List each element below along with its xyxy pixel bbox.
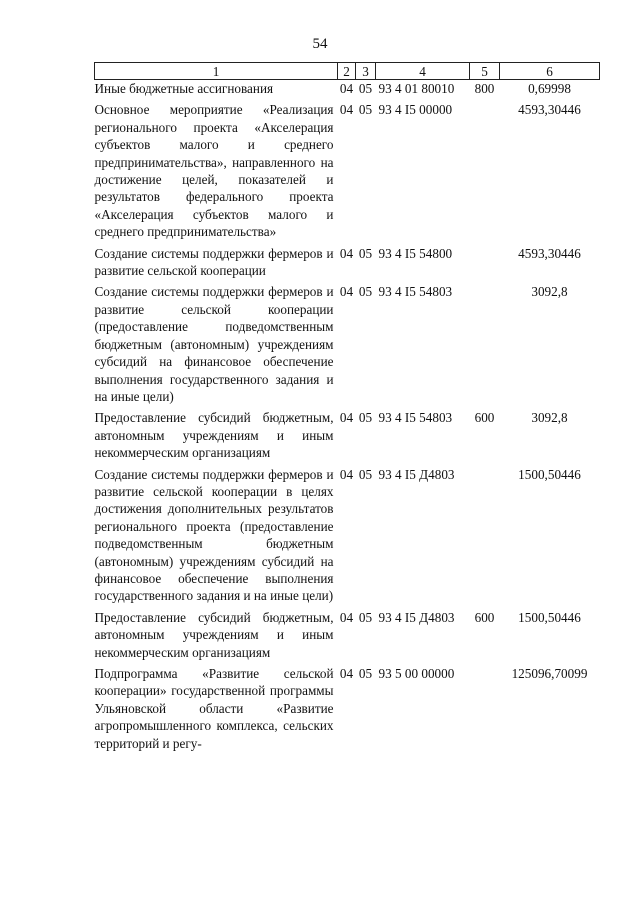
amount: 3092,8 bbox=[531, 410, 568, 426]
target-article-code: 93 4 I5 Д4803 bbox=[378, 466, 455, 482]
table-row bbox=[95, 80, 600, 102]
subsection-code: 05 bbox=[358, 245, 373, 261]
section-code: 04 bbox=[339, 666, 354, 681]
item-name: Подпрограмма «Развитие сельской кооперации» государственной программы Ульяновской области «Развитие агропромышленного комплекса, сельских территорий и регу- bbox=[94, 666, 334, 751]
amount: 1500,50446 bbox=[518, 466, 581, 482]
item-name: Создание системы поддержки фермеров и развитие сельской кооперации bbox=[94, 245, 334, 279]
header-col-2: 2 bbox=[338, 63, 356, 80]
table-row bbox=[95, 101, 600, 244]
expense-type-code bbox=[470, 466, 500, 609]
table-row bbox=[95, 245, 600, 284]
subsection-code: 05 bbox=[358, 284, 373, 300]
header-col-5: 5 bbox=[470, 63, 500, 80]
expense-type-code: 800 bbox=[474, 81, 495, 96]
subsection-code: 05 bbox=[358, 609, 373, 625]
subsection-code: 05 bbox=[358, 102, 373, 118]
table-row bbox=[95, 283, 600, 409]
expense-type-code bbox=[470, 665, 500, 752]
target-article-code: 93 4 I5 00000 bbox=[378, 102, 453, 118]
header-col-1: 1 bbox=[95, 63, 338, 80]
budget-table bbox=[94, 62, 600, 752]
item-name: Иные бюджетные ассигнования bbox=[94, 81, 274, 96]
amount: 4593,30446 bbox=[518, 102, 581, 118]
section-code: 04 bbox=[339, 81, 354, 96]
expense-type-code bbox=[470, 283, 500, 409]
header-col-4: 4 bbox=[376, 63, 470, 80]
table-row bbox=[95, 609, 600, 665]
subsection-code: 05 bbox=[358, 466, 373, 482]
target-article-code: 93 5 00 00000 bbox=[378, 666, 455, 681]
target-article-code: 93 4 I5 54800 bbox=[378, 245, 453, 261]
target-article-code: 93 4 I5 54803 bbox=[378, 410, 453, 426]
amount: 3092,8 bbox=[531, 284, 568, 300]
section-code: 04 bbox=[339, 466, 354, 482]
header-col-6: 6 bbox=[500, 63, 600, 80]
table-row bbox=[95, 665, 600, 752]
section-code: 04 bbox=[339, 410, 354, 426]
section-code: 04 bbox=[339, 245, 354, 261]
amount: 125096,70099 bbox=[511, 666, 588, 681]
header-row bbox=[95, 63, 600, 80]
target-article-code: 93 4 01 80010 bbox=[378, 81, 455, 96]
expense-type-code: 600 bbox=[474, 410, 495, 426]
expense-type-code bbox=[470, 101, 500, 244]
item-name: Предоставление субсидий бюджетным, автономным учреждениям и иным некоммерческим организациям bbox=[94, 410, 334, 461]
amount: 0,69998 bbox=[528, 81, 571, 96]
table-row bbox=[95, 466, 600, 609]
table-row bbox=[95, 409, 600, 465]
amount: 4593,30446 bbox=[518, 245, 581, 261]
amount: 1500,50446 bbox=[518, 609, 581, 625]
subsection-code: 05 bbox=[358, 81, 373, 96]
item-name: Создание системы поддержки фермеров и развитие сельской кооперации в целях достижения дополнительных результатов регионального проекта (предоставление подведомственным бюджетным (автономным) учреждениям субсидий на финансовое обеспечение выполнения государственного задания и на иные цели) bbox=[94, 466, 334, 604]
section-code: 04 bbox=[339, 609, 354, 625]
header-col-3: 3 bbox=[356, 63, 376, 80]
item-name: Основное мероприятие «Реализация регионального проекта «Акселерация субъектов малого и среднего предпринимательства», направленного на достижение целей, показателей и результатов федерального проекта «Акселерация субъектов малого и среднего предпринимательства» bbox=[94, 102, 334, 240]
item-name: Создание системы поддержки фермеров и развитие сельской кооперации (предоставление подведомственным бюджетным (автономным) учреждениям субсидий на финансовое обеспечение выполнения государственного задания и на иные цели) bbox=[94, 284, 334, 404]
target-article-code: 93 4 I5 54803 bbox=[378, 284, 453, 300]
page-number: 54 bbox=[312, 36, 328, 52]
expense-type-code bbox=[470, 245, 500, 284]
subsection-code: 05 bbox=[358, 666, 373, 681]
target-article-code: 93 4 I5 Д4803 bbox=[378, 609, 455, 625]
subsection-code: 05 bbox=[358, 410, 373, 426]
item-name: Предоставление субсидий бюджетным, автономным учреждениям и иным некоммерческим организациям bbox=[94, 609, 334, 660]
expense-type-code: 600 bbox=[474, 609, 495, 625]
section-code: 04 bbox=[339, 284, 354, 300]
section-code: 04 bbox=[339, 102, 354, 118]
